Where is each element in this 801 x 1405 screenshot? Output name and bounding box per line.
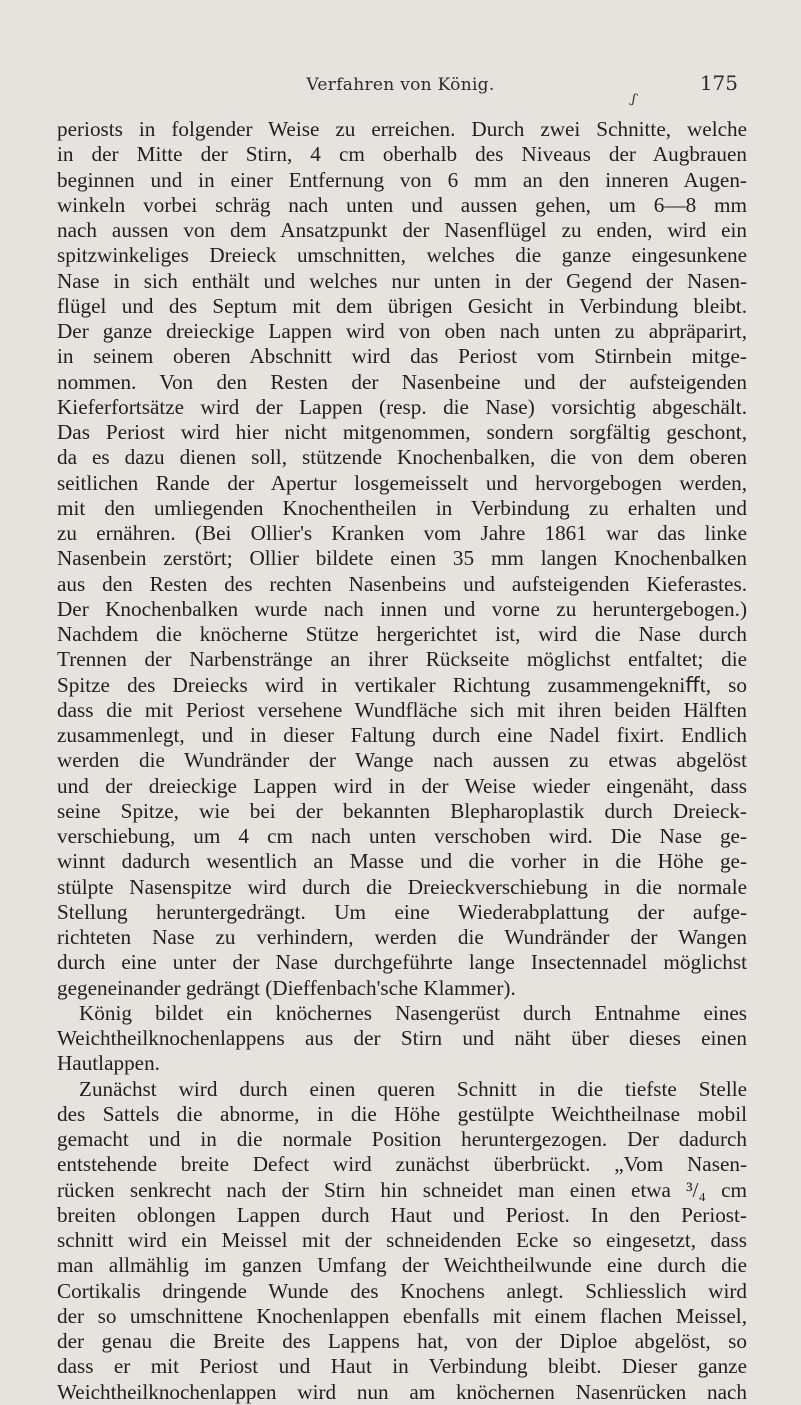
text-line: Spitze des Dreiecks wird in vertikaler Richtung zusammengekniﬀt, so <box>57 672 747 697</box>
text-line: Zunächst wird durch einen queren Schnitt in die tiefste Stelle <box>79 1076 747 1101</box>
text-line: Nachdem die knöcherne Stütze hergerichtet ist, wird die Nase durch <box>57 622 747 646</box>
text-line: Hautlappen. <box>57 1051 160 1076</box>
text-line: periosts in folgender Weise zu erreichen. Durch zwei Schnitte, welche <box>57 117 747 141</box>
text-line: in der Mitte der Stirn, 4 cm oberhalb des Niveaus der Augbrauen <box>57 142 747 167</box>
text-line: gegeneinander gedrängt (Dieffenbach'sche Klammer). <box>57 975 516 1000</box>
text-line: dass er mit Periost und Haut in Verbindung bleibt. Dieser ganze <box>57 1354 747 1379</box>
running-title: Verfahren von König. <box>306 75 495 95</box>
text-line: König bildet ein knöchernes Nasengerüst durch Entnahme eines <box>79 1000 747 1025</box>
text-line: der so umschnittene Knochenlappen ebenfalls mit einem flachen Meissel, <box>57 1303 747 1328</box>
text-line: Nasenbein zerstört; Ollier bildete einen 35 mm langen Knochenbalken <box>57 546 747 571</box>
text-line: zu ernähren. (Bei Ollier's Kranken vom Jahre 1861 war das linke <box>57 521 747 545</box>
text-line: werden die Wundränder der Wange nach aussen zu etwas abgelöst <box>57 748 747 773</box>
text-line: nommen. Von den Resten der Nasenbeine und der aufsteigenden <box>57 369 747 394</box>
page-header <box>0 68 801 98</box>
text-line: richteten Nase zu verhindern, werden die Wundränder der Wangen <box>57 925 747 949</box>
text-line: spitzwinkeliges Dreieck umschnitten, welches die ganze eingesunkene <box>57 243 747 268</box>
text-line: Der ganze dreieckige Lappen wird von oben nach unten zu abpräparirt, <box>57 319 747 343</box>
text-line: durch eine unter der Nase durchgeführte lange Insectennadel möglichst <box>57 950 747 975</box>
text-line: beginnen und in einer Entfernung von 6 mm an den inneren Augen- <box>57 167 747 192</box>
text-line: entstehende breite Defect wird zunächst überbrückt. „Vom Nasen- <box>57 1152 747 1177</box>
ink-mark: ʃ <box>629 91 638 108</box>
text-line: da es dazu dienen soll, stützende Knochenbalken, die von dem oberen <box>57 445 747 470</box>
text-line: der genau die Breite des Lappens hat, von der Diploe abgelöst, so <box>57 1329 747 1353</box>
text-line: schnitt wird ein Meissel mit der schneidenden Ecke so eingesetzt, dass <box>57 1228 747 1252</box>
text-line: winnt dadurch wesentlich an Masse und die vorher in die Höhe ge- <box>57 849 747 874</box>
text-line: mit den umliegenden Knochentheilen in Verbindung zu erhalten und <box>57 495 747 520</box>
body-text <box>57 117 747 1405</box>
text-line: Nase in sich enthält und welches nur unten in der Gegend der Nasen- <box>57 268 747 293</box>
text-line: aus den Resten des rechten Nasenbeins und aufsteigenden Kieferastes. <box>57 571 747 596</box>
text-line: man allmählig im ganzen Umfang der Weichtheilwunde eine durch die <box>57 1253 747 1278</box>
text-line: Weichtheilknochenlappen wird nun am knöchernen Nasenrücken nach <box>57 1379 747 1404</box>
text-line: breiten oblongen Lappen durch Haut und Periost. In den Periost- <box>57 1202 747 1227</box>
text-line: Weichtheilknochenlappens aus der Stirn und näht über dieses einen <box>57 1026 747 1050</box>
text-line: verschiebung, um 4 cm nach unten verschoben wird. Die Nase ge- <box>57 824 747 848</box>
page-number: 175 <box>699 71 738 95</box>
text-line: Cortikalis dringende Wunde des Knochens anlegt. Schliesslich wird <box>57 1278 747 1303</box>
text-line: Das Periost wird hier nicht mitgenommen, sondern sorgfältig geschont, <box>57 420 747 444</box>
text-line: Stellung heruntergedrängt. Um eine Wiederabplattung der aufge- <box>57 899 747 924</box>
text-line: dass die mit Periost versehene Wundfläche sich mit ihren beiden Hälften <box>57 697 747 722</box>
text-line: gemacht und in die normale Position heruntergezogen. Der dadurch <box>57 1127 747 1151</box>
text-line: seine Spitze, wie bei der bekannten Blepharoplastik durch Dreieck- <box>57 798 747 823</box>
text-line: winkeln vorbei schräg nach unten und aussen gehen, um 6—8 mm <box>57 192 747 217</box>
text-line: Trennen der Narbenstränge an ihrer Rückseite möglichst entfaltet; die <box>57 647 747 672</box>
text-line: des Sattels die abnorme, in die Höhe gestülpte Weichtheilnase mobil <box>57 1101 747 1126</box>
text-line: nach aussen von dem Ansatzpunkt der Nasenflügel zu enden, wird ein <box>57 218 747 242</box>
text-line: und der dreieckige Lappen wird in der Weise wieder eingenäht, dass <box>57 773 747 798</box>
text-line: Der Knochenbalken wurde nach innen und vorne zu heruntergebogen.) <box>57 596 747 621</box>
text-line: in seinem oberen Abschnitt wird das Periost vom Stirnbein mitge- <box>57 344 747 369</box>
text-line: rücken senkrecht nach der Stirn hin schneidet man einen etwa ³/₄ cm <box>57 1177 747 1202</box>
text-line: stülpte Nasenspitze wird durch die Dreieckverschiebung in die normale <box>57 874 747 899</box>
text-line: seitlichen Rande der Apertur losgemeisselt und hervorgebogen werden, <box>57 470 747 495</box>
text-line: zusammenlegt, und in dieser Faltung durch eine Nadel fixirt. Endlich <box>57 723 747 747</box>
text-line: Kieferfortsätze wird der Lappen (resp. die Nase) vorsichtig abgeschält. <box>57 394 747 419</box>
text-line: flügel und des Septum mit dem übrigen Gesicht in Verbindung bleibt. <box>57 293 747 318</box>
